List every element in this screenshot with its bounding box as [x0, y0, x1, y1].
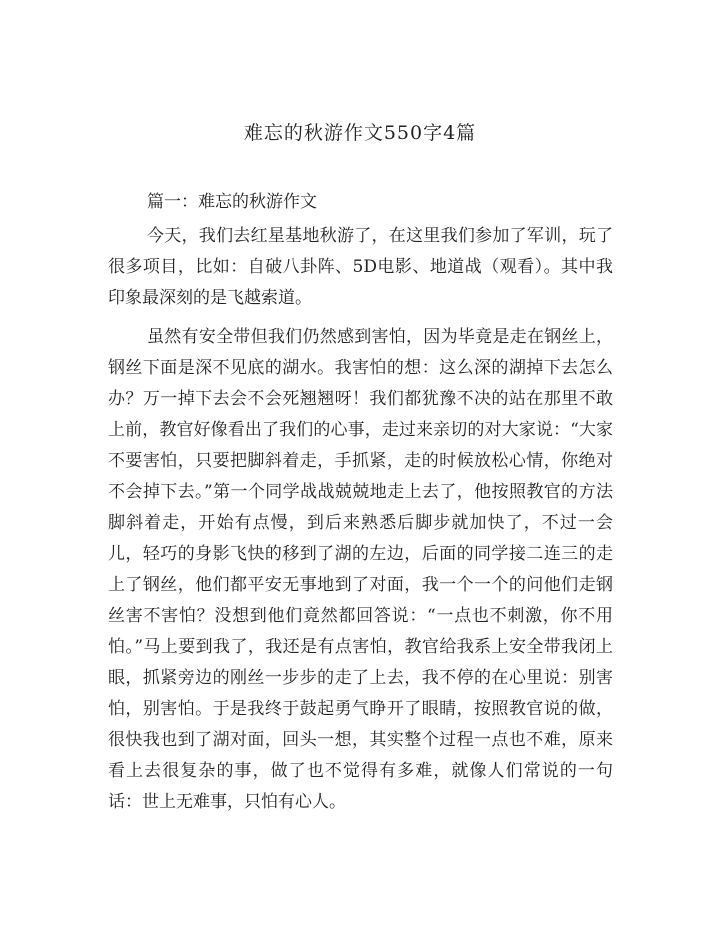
paragraph-2: 虽然有安全带但我们仍然感到害怕，因为毕竟是走在钢丝上，钢丝下面是深不见底的湖水。我害怕的想：这么深的湖掉下去怎么办？万一掉下去会不会死翘翘呀！我们都犹豫不决的站在那里不敢上前，教官好像看出了我们的心事，走过来亲切的对大家说：“大家不要害怕，只要把脚斜着走，手抓紧，走的时候放松心情，你绝对不会掉下去。”第一个同学战战兢兢地走上去了，他按照教官的方法脚斜着走，开始有点慢，到后来熟悉后脚步就加快了，不过一会儿，轻巧的身影飞快的移到了湖的左边，后面的同学接二连三的走上了钢丝，他们都平安无事地到了对面，我一个一个的问他们走钢丝害不害怕？没想到他们竟然都回答说：“一点也不刺激，你不用怕。”马上要到我了，我还是有点害怕，教官给我系上安全带我闭上眼，抓紧旁边的刚丝一步步的走了上去，我不停的在心里说：别害怕，别害怕。于是我终于鼓起勇气睁开了眼睛，按照教官说的做，很快我也到了湖对面，回头一想，其实整个过程一点也不难，原来看上去很复杂的事，做了也不觉得有多难，就像人们常说的一句话：世上无难事，只怕有心人。: [108, 327, 613, 812]
document-title: 难忘的秋游作文550字4篇: [243, 122, 477, 144]
paragraph-1: 今天，我们去红星基地秋游了，在这里我们参加了军训，玩了很多项目，比如：自破八卦阵、5D电影、地道战（观看）。其中我印象最深刻的是飞越索道。: [108, 226, 613, 308]
section-heading: 篇一：难忘的秋游作文: [147, 192, 317, 212]
